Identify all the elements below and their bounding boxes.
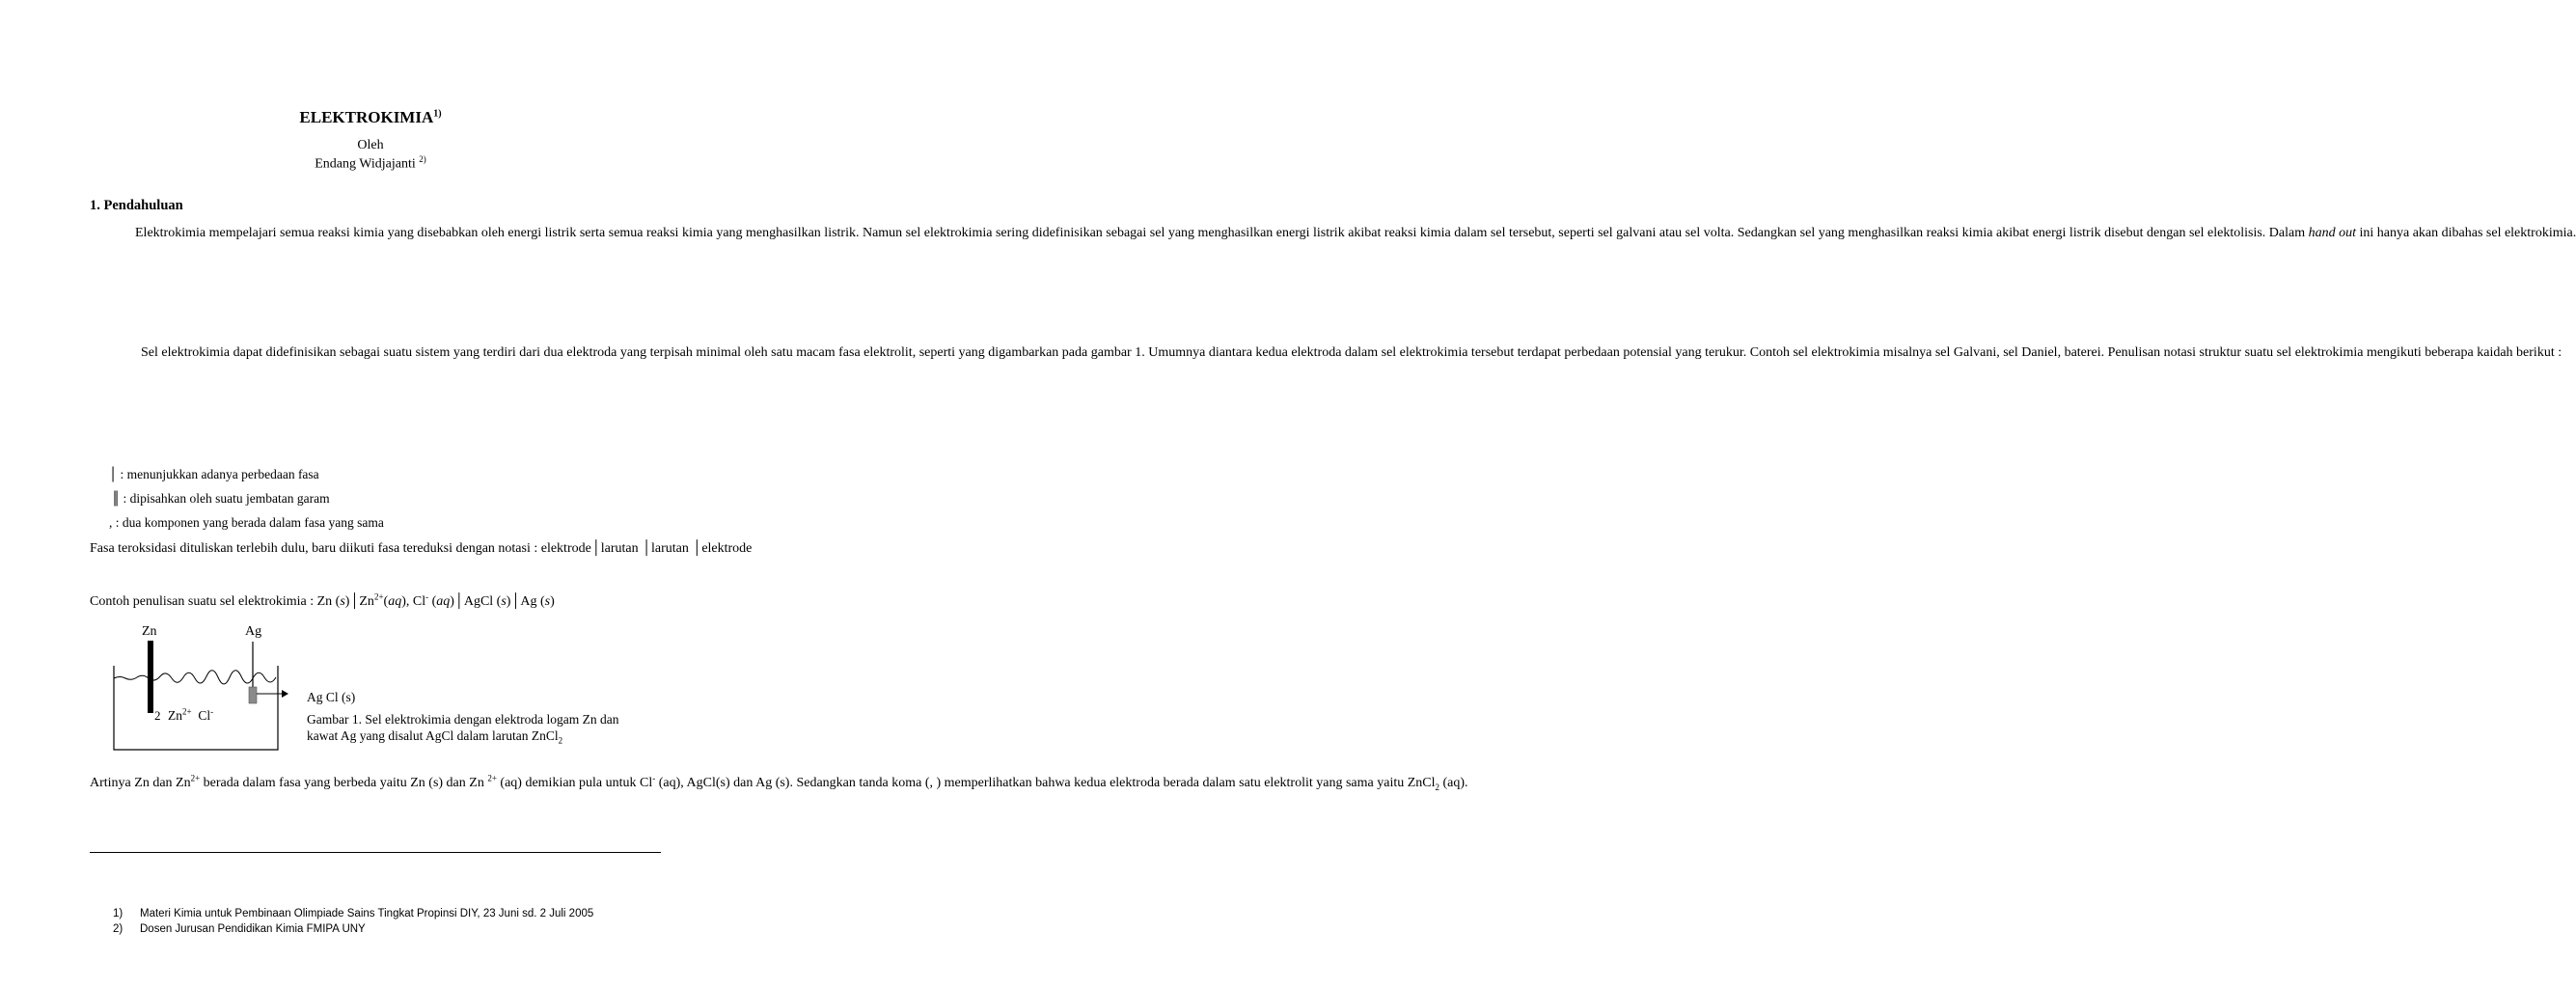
author-name: Endang Widjajanti (315, 156, 416, 172)
paragraph-4: Artinya Zn dan $Zn^{2+}$ berada dalam fasa yang berbeda yaitu Zn (s) dan Zn $^{2+}$ (aq) demikian pula untuk Cl- (aq), AgCl(s) dan Ag (s). Sedangkan tanda koma (, ) memperlihatkan bahwa kedua elektroda berada dalam satu elektrolit yang sama yaitu ZnCl$_2$ (aq). (90, 773, 1468, 792)
figure-caption-line2: kawat Ag yang disalut AgCl dalam larutan ZnCl$_2$ (307, 728, 563, 746)
zn-electrode-label: Zn (142, 624, 157, 639)
rule-same-phase (109, 515, 384, 531)
title-text: ELEKTROKIMIA (299, 108, 434, 126)
para1-italic: hand out (2308, 226, 2356, 240)
para2-text: Sel elektrokimia dapat didefinisikan sebagai suatu sistem yang terdiri dari dua elektroda yang terpisah minimal oleh satu macam fasa elektrolit, seperti yang digambarkan pada gambar 1. Umumnya diantara kedua elektroda dalam sel elektrokimia tersebut terdapat perbedaan potensial yang terukur. Contoh sel elektrokimia misalnya sel Galvani, sel Daniel, baterei. Penulisan notasi struktur suatu sel elektrokimia mengikuti beberapa kaidah berikut : (141, 345, 2562, 360)
example-cell-notation: Contoh penulisan suatu sel elektrokimia : Zn $(s)│Zn^{2+}(aq)$, Cl- (aq)│AgCl (s)│Ag (s) (90, 591, 555, 609)
para1-text-a: Elektrokimia mempelajari semua reaksi kimia yang disebabkan oleh energi listrik serta semua reaksi kimia yang menghasilkan listrik. Namun sel elektrokimia sering didefinisikan sebagai sel yang menghasilkan energi listrik akibat reaksi kimia dalam sel tersebut, seperti sel galvani atau sel volta. Sedangkan sel yang menghasilkan reaksi kimia akibat energi listrik disebut dengan sel elektolisis. Dalam (135, 226, 2309, 240)
footnote-divider (90, 852, 661, 853)
document-title (0, 108, 741, 127)
paragraph-1 (90, 222, 2576, 246)
ion-labels: $Zn^{2+}$ Cl- (168, 706, 214, 723)
figure-caption-line1: Gambar 1. Sel elektrokimia dengan elektroda logam Zn dan (307, 712, 619, 727)
rule-text: : dipisahkan oleh suatu jembatan garam (120, 491, 330, 506)
title-footnote-mark: 1) (433, 108, 442, 120)
ag-electrode-label: Ag (245, 624, 262, 639)
para3-text: Fasa teroksidasi dituliskan terlebih dulu, baru diikuti fasa tereduksi dengan notasi : elektrode│larutan │larutan │elektrode (90, 541, 753, 556)
rule-phase-boundary (109, 467, 319, 482)
section-heading: 1. Pendahuluan (90, 198, 183, 213)
paragraph-3 (90, 537, 753, 562)
rule-text: : dua komponen yang berada dalam fasa yang sama (112, 515, 384, 530)
stray-mark: 2 (154, 708, 161, 723)
agcl-label: Ag Cl (s) (307, 690, 356, 704)
electrochemical-cell-diagram (108, 618, 301, 762)
arrow-head-icon (282, 690, 288, 698)
rule-salt-bridge (112, 491, 330, 507)
author-line (0, 154, 741, 173)
byline-oleh: Oleh (357, 138, 384, 152)
double-bar-symbol: ║ (112, 491, 121, 507)
zn-electrode (148, 641, 153, 713)
solution-surface (114, 671, 276, 684)
comma-symbol: , (109, 515, 113, 530)
single-bar-symbol: │ (109, 467, 118, 482)
author-footnote-mark: 2) (419, 154, 426, 164)
agcl-coating (249, 687, 257, 703)
para1-text-b: ini hanya akan dibahas sel elektrokimia. (2356, 226, 2576, 240)
footnote-1: 1) Materi Kimia untuk Pembinaan Olimpiade Sains Tingkat Propinsi DIY, 23 Juni sd. 2 Juli 2005 (113, 908, 594, 919)
paragraph-2 (90, 342, 2562, 366)
footnote-2: 2) Dosen Jurusan Pendidikan Kimia FMIPA UNY (113, 923, 366, 935)
rule-text: : menunjukkan adanya perbedaan fasa (117, 467, 319, 481)
